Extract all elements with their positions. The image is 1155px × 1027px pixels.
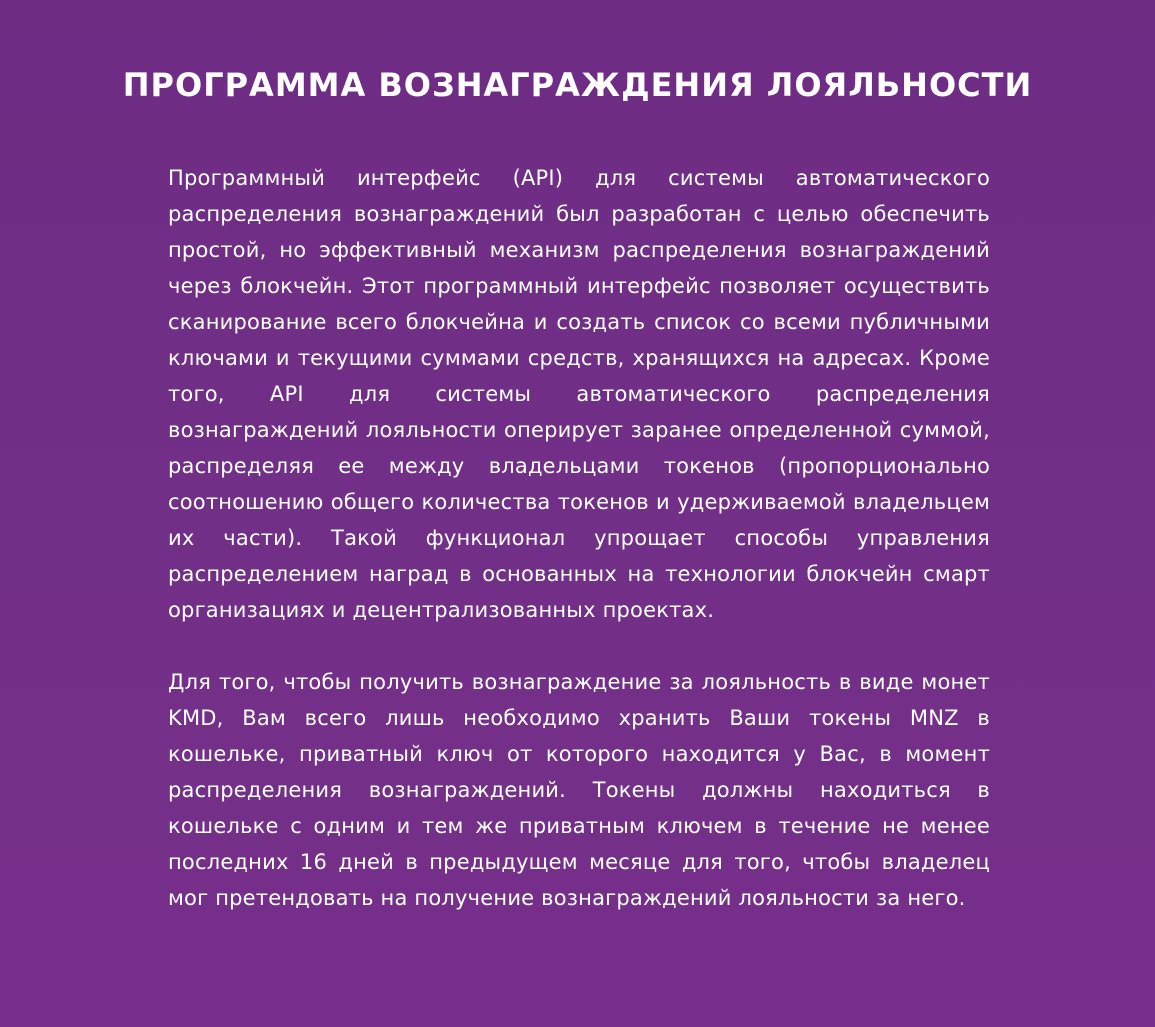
paragraph-reward-conditions: Для того, чтобы получить вознаграждение за лояльность в виде монет KMD, Вам всего лишь необходимо хранить Ваши токены MNZ в кошельке, приватный ключ от которого находится у Вас, в момент распределения вознаграждений. Токены должны находиться в кошельке с одним и тем же приватным ключем в течение не менее последних 16 дней в предыдущем месяце для того, чтобы владелец мог претендовать на получение вознаграждений лояльности за него. [168, 670, 990, 910]
content-body [168, 160, 990, 916]
paragraph-api-description: Программный интерфейс (API) для системы автоматического распределения вознаграждений был разработан с целью обеспечить простой, но эффективный механизм распределения вознаграждений через блокчейн. Этот программный интерфейс позволяет осуществить сканирование всего блокчейна и создать список со всеми публичными ключами и текущими суммами средств, хранящихся на адресах. Кроме того, API для системы автоматического распределения вознаграждений лояльности оперирует заранее определенной суммой, распределяя ее между владельцами токенов (пропорционально соотношению общего количества токенов и удерживаемой владельцем их части). Такой функционал упрощает способы управления распределением наград в основанных на технологии блокчейн смарт организациях и децентрализованных проектах. [168, 166, 990, 622]
page-title: ПРОГРАММА ВОЗНАГРАЖДЕНИЯ ЛОЯЛЬНОСТИ [122, 66, 1033, 104]
